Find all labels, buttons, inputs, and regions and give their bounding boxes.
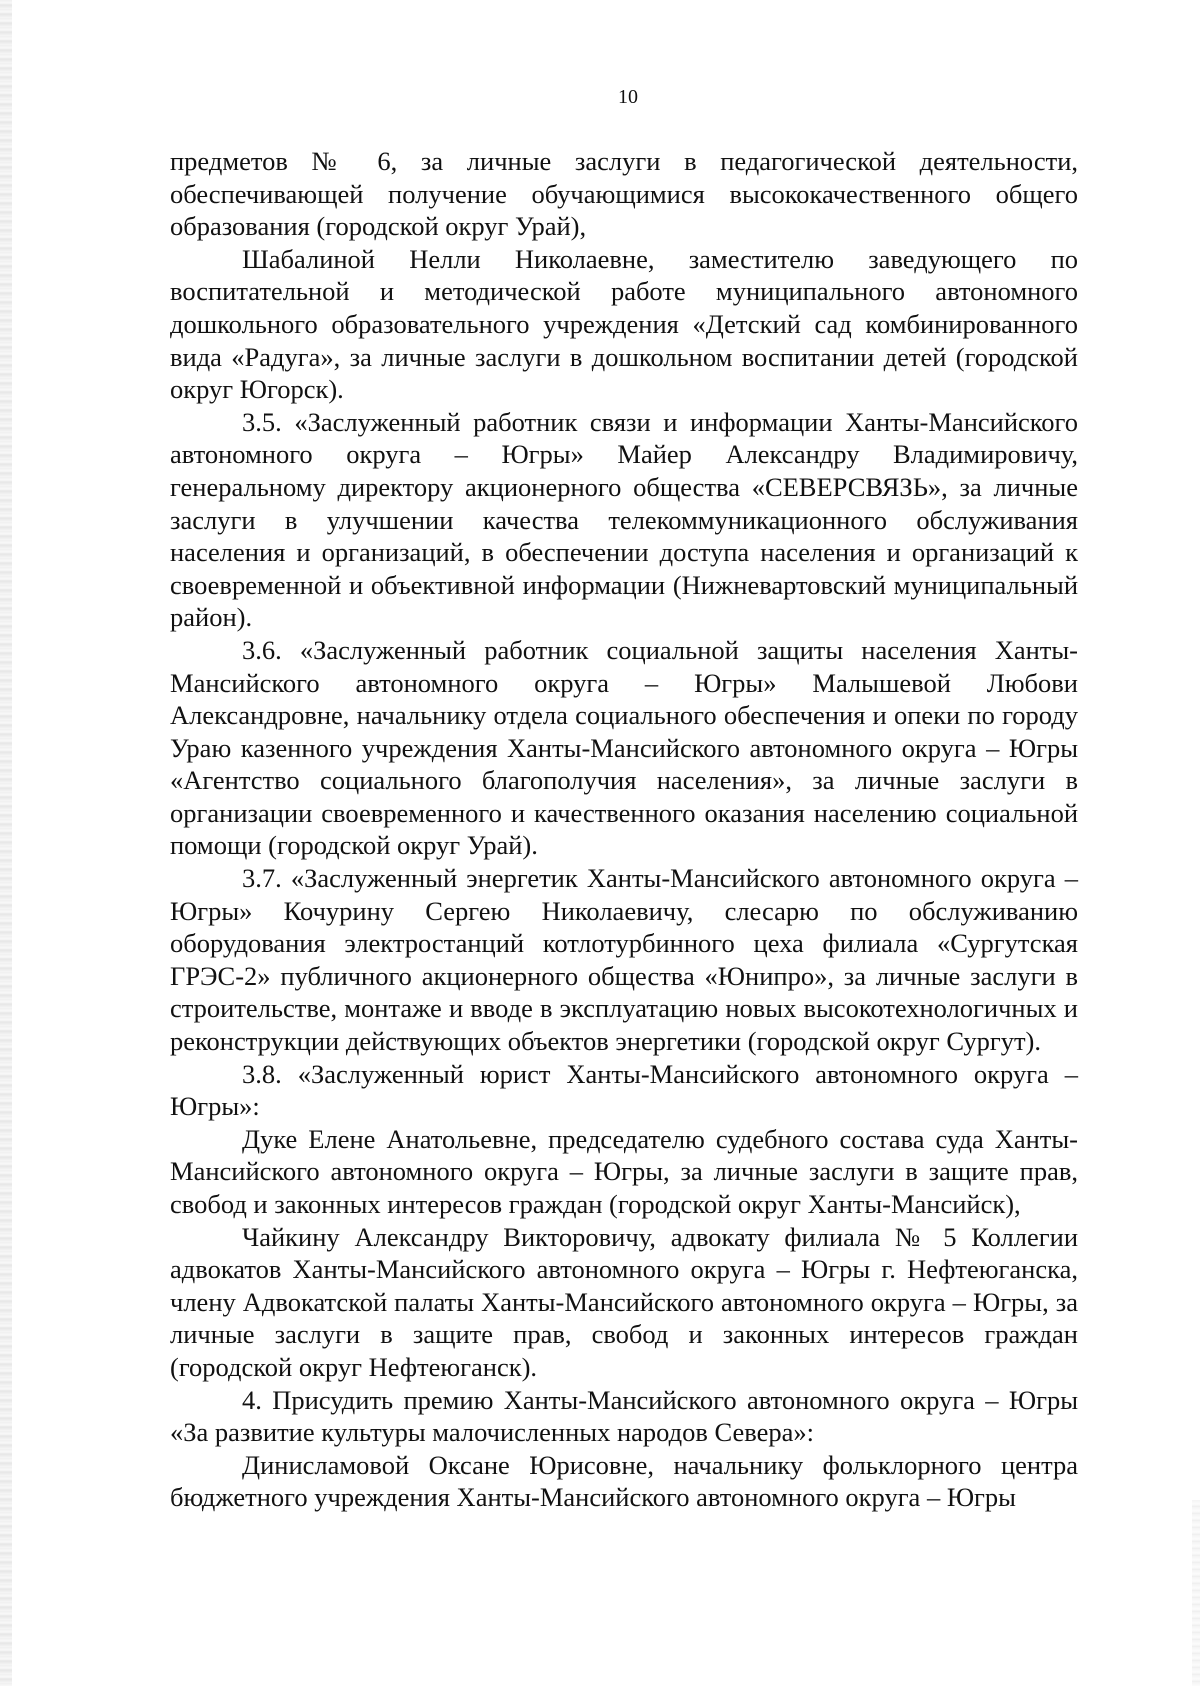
paragraph-3-6: 3.6. «Заслуженный работник социальной защиты населения Ханты-Мансийского автономного округа – Югры» Малышевой Любови Александровне, начальнику отдела социального обеспечения и опеки по городу Ураю казенного учреждения Ханты-Мансийского автономного округа – Югры «Агентство социального благополучия населения», за личные заслуги в организации своевременного и качественного оказания населению социальной помощи (городской округ Урай). — [170, 634, 1078, 861]
paragraph-4: 4. Присудить премию Ханты-Мансийского автономного округа – Югры «За развитие культуры малочисленных народов Севера»: — [170, 1384, 1078, 1448]
paragraph-3-7: 3.7. «Заслуженный энергетик Ханты-Мансийского автономного округа – Югры» Кочурину Сергею Николаевичу, слесарю по обслуживанию оборудования электростанций котлотурбинного цеха филиала «Сургутская ГРЭС-2» публичного акционерного общества «Юнипро», за личные заслуги в строительстве, монтаже и вводе в эксплуатацию новых высокотехнологичных и реконструкции действующих объектов энергетики (городской округ Сургут). — [170, 863, 1078, 1057]
document-body — [170, 145, 1078, 1514]
paragraph-dinislamova: Динисламовой Оксане Юрисовне, начальнику фольклорного центра бюджетного учреждения Ханты-Мансийского автономного округа – Югры — [170, 1449, 1078, 1513]
paragraph-3-5: 3.5. «Заслуженный работник связи и информации Ханты-Мансийского автономного округа – Югры» Майер Александру Владимировичу, генеральному директору акционерного общества «СЕВЕРСВЯЗЬ», за личные заслуги в улучшении качества телекоммуникационного обслуживания населения и организаций, в обеспечении доступа населения и организаций к своевременной и объективной информации (Нижневартовский муниципальный район). — [170, 406, 1078, 633]
paragraph-3-8: 3.8. «Заслуженный юрист Ханты-Мансийского автономного округа – Югры»: — [170, 1058, 1078, 1122]
paragraph-chaykin: Чайкину Александру Викторовичу, адвокату филиала № 5 Коллегии адвокатов Ханты-Мансийского автономного округа – Югры г. Нефтеюганска, члену Адвокатской палаты Ханты-Мансийского автономного округа – Югры, за личные заслуги в защите прав, свобод и законных интересов граждан (городской округ Нефтеюганск). — [170, 1221, 1078, 1382]
paragraph-shabalina: Шабалиной Нелли Николаевне, заместителю заведующего по воспитательной и методической работе муниципального автономного дошкольного образовательного учреждения «Детский сад комбинированного вида «Радуга», за личные заслуги в дошкольном воспитании детей (городской округ Югорск). — [170, 243, 1078, 405]
scan-edge-left — [0, 0, 12, 1686]
scan-edge-right — [1192, 1500, 1200, 1686]
page-number: 10 — [618, 86, 638, 108]
paragraph-continuation: предметов № 6, за личные заслуги в педагогической деятельности, обеспечивающей получение обучающимися высококачественного общего образования (городской округ Урай), — [170, 146, 1078, 242]
paragraph-duke: Дуке Елене Анатольевне, председателю судебного состава суда Ханты-Мансийского автономного округа – Югры, за личные заслуги в защите прав, свобод и законных интересов граждан (городской округ Ханты-Мансийск), — [170, 1123, 1078, 1219]
